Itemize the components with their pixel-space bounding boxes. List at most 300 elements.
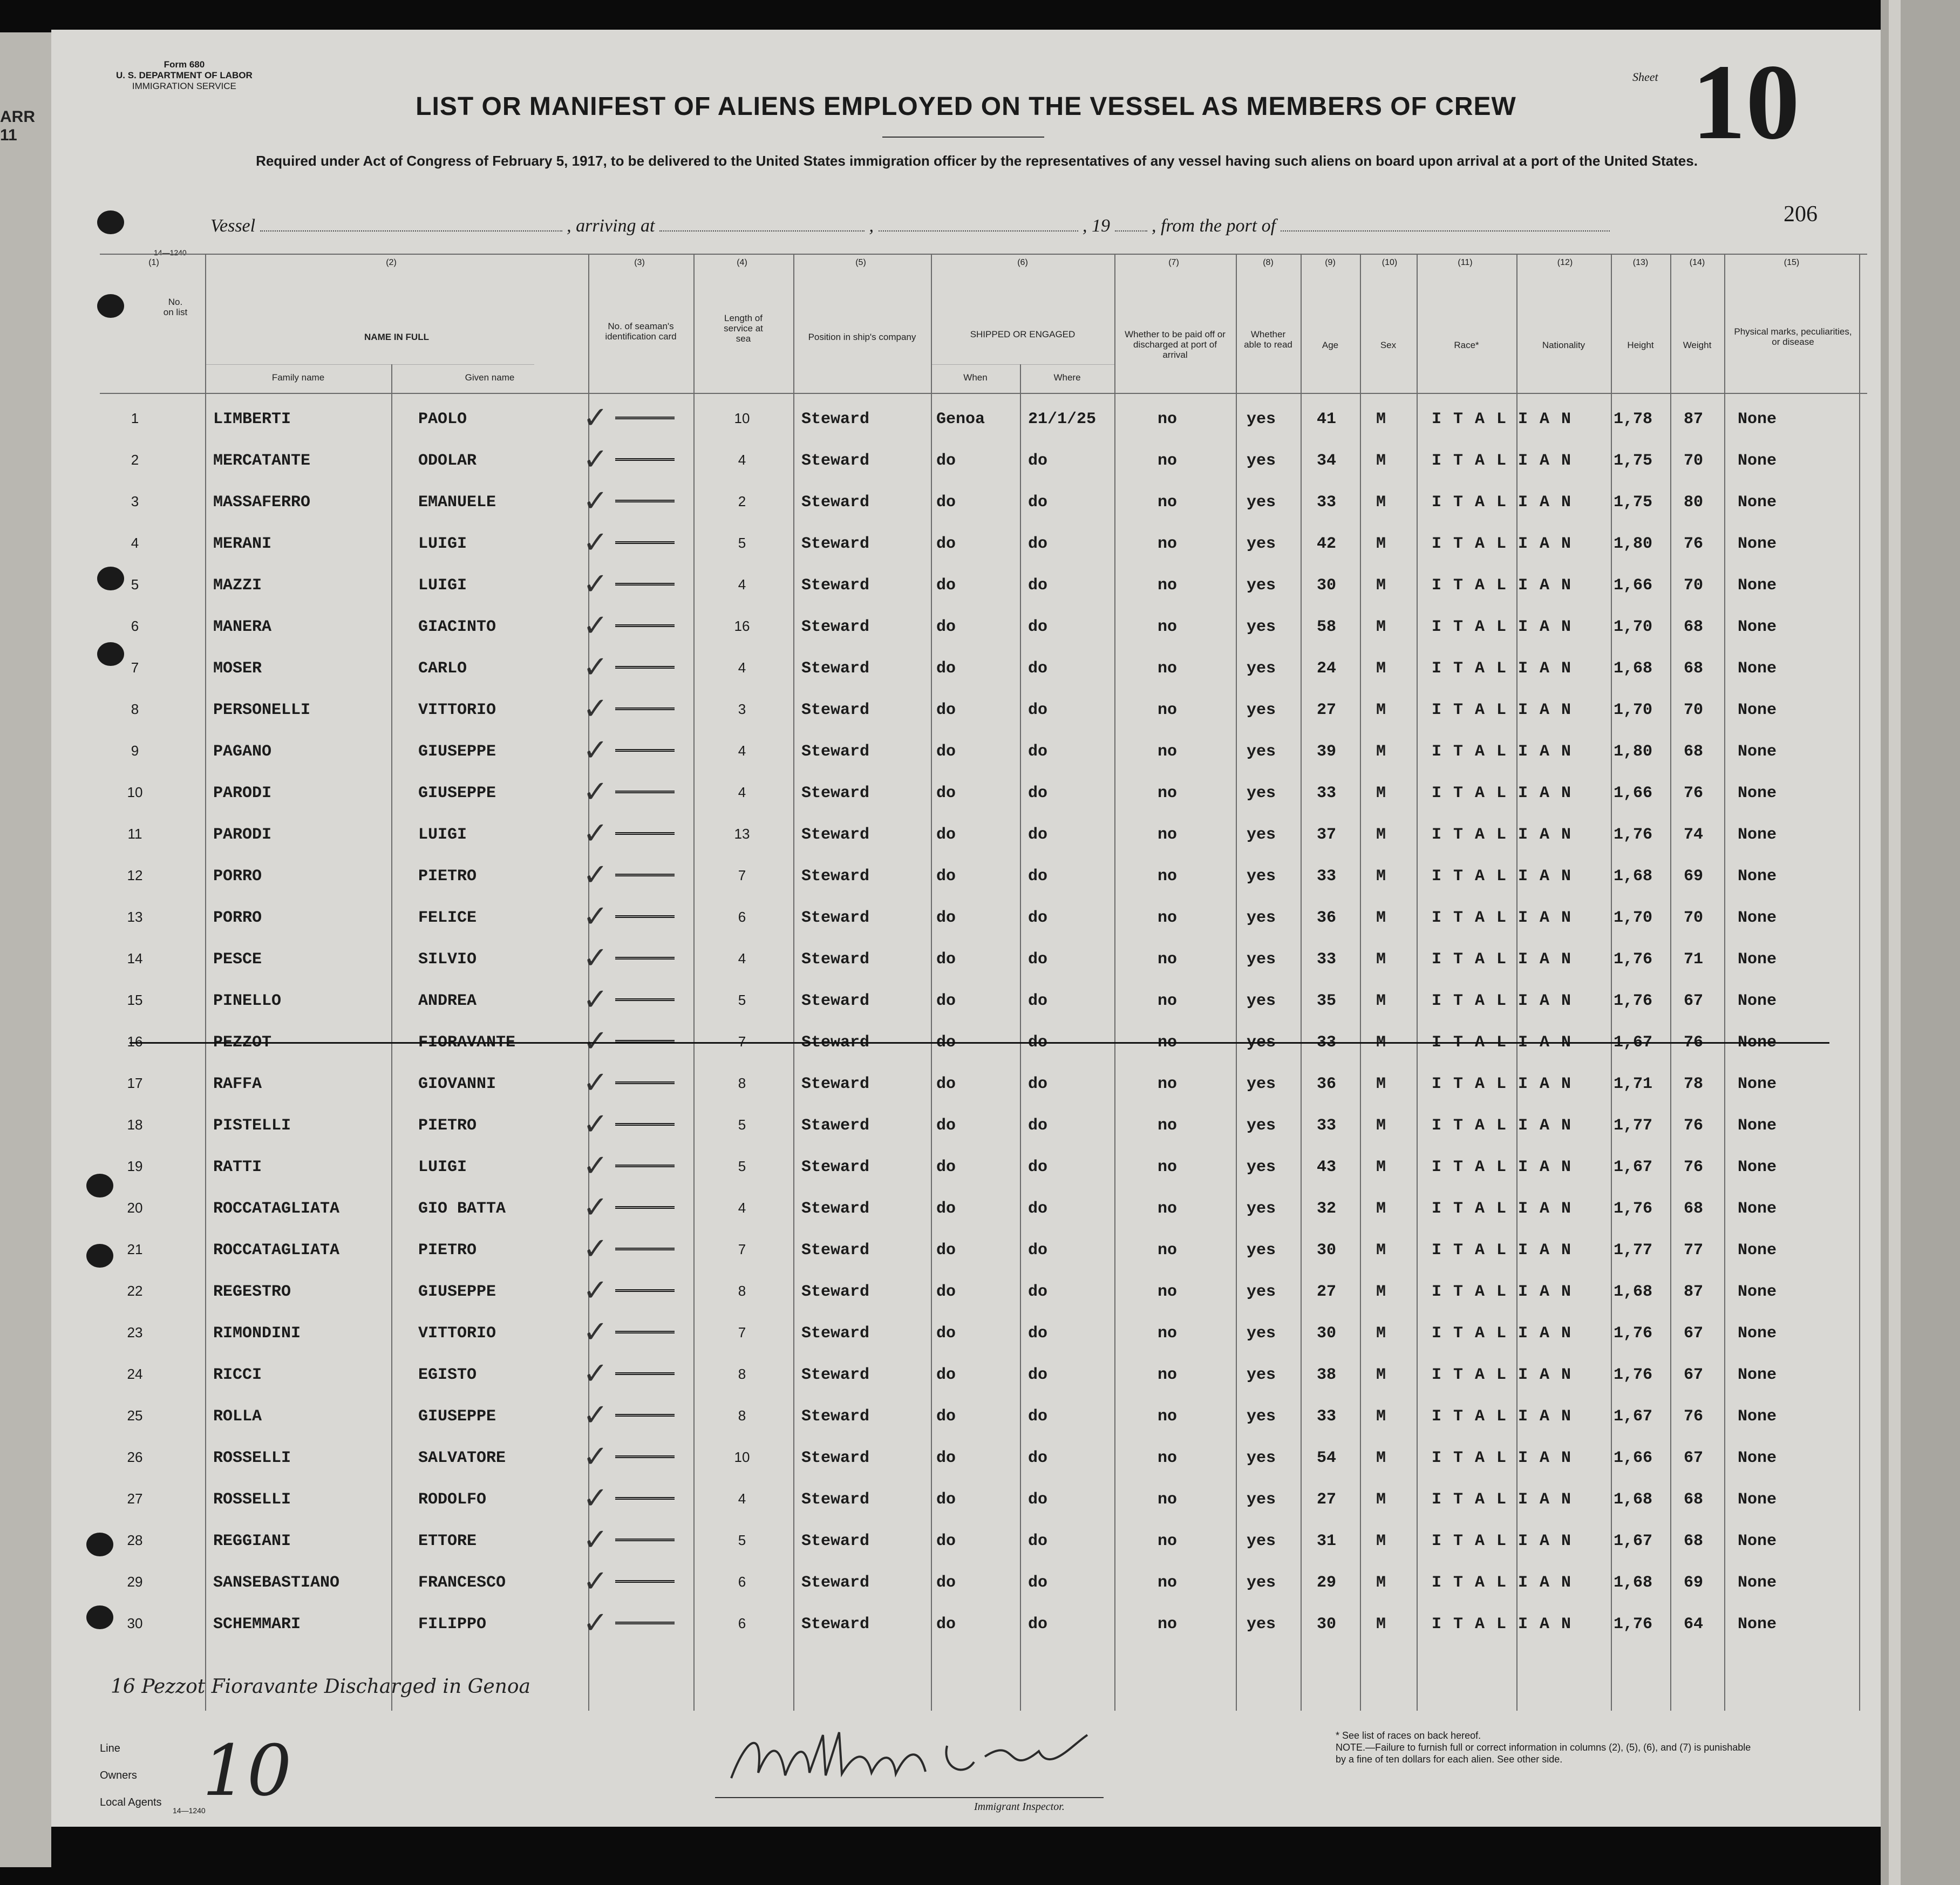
race-cell: ITALIAN [1432, 493, 1583, 512]
left-binding-strip [0, 32, 51, 1867]
age-cell: 41 [1317, 410, 1337, 428]
shipped-where-cell: do [1028, 992, 1048, 1010]
height-cell: 1,76 [1614, 1324, 1653, 1343]
family-name-cell: RATTI [213, 1158, 262, 1176]
weight-cell: 64 [1684, 1615, 1704, 1634]
position-cell: Steward [801, 1241, 870, 1260]
row-number-cell: 28 [127, 1532, 143, 1548]
id-card-mark [615, 832, 675, 835]
shipped-when-cell: do [936, 1366, 956, 1384]
header-id-card: No. of seaman's identification card [605, 321, 677, 342]
height-cell: 1,68 [1614, 1283, 1653, 1301]
sex-cell: M [1376, 1532, 1386, 1550]
family-name-cell: PINELLO [213, 992, 282, 1010]
given-name-cell: FIORAVANTE [418, 1033, 516, 1052]
family-name-cell: PARODI [213, 826, 272, 844]
position-cell: Steward [801, 1615, 870, 1634]
service-length-cell: 8 [738, 1075, 746, 1091]
shipped-when-cell: do [936, 576, 956, 595]
able-to-read-cell: yes [1247, 1574, 1276, 1592]
family-name-cell: PARODI [213, 784, 272, 802]
physical-marks-cell: None [1738, 452, 1777, 470]
physical-marks-cell: None [1738, 535, 1777, 553]
id-card-mark [615, 1123, 675, 1126]
shipped-when-cell: do [936, 826, 956, 844]
form-code-top: 14—1240 [154, 248, 187, 257]
service-length-cell: 6 [738, 1574, 746, 1590]
table-row [100, 1272, 1867, 1313]
sex-cell: M [1376, 1033, 1386, 1052]
shipped-where-cell: do [1028, 950, 1048, 969]
weight-cell: 77 [1684, 1241, 1704, 1260]
weight-cell: 71 [1684, 950, 1704, 969]
paid-off-cell: no [1158, 1532, 1178, 1550]
physical-marks-cell: None [1738, 826, 1777, 844]
position-cell: Steward [801, 1407, 870, 1426]
sex-cell: M [1376, 576, 1386, 595]
check-mark-icon: ✓ [583, 1398, 608, 1433]
race-cell: ITALIAN [1432, 784, 1583, 802]
check-mark-icon: ✓ [583, 982, 608, 1017]
able-to-read-cell: yes [1247, 1200, 1276, 1218]
weight-cell: 76 [1684, 1033, 1704, 1052]
weight-cell: 80 [1684, 493, 1704, 512]
position-cell: Steward [801, 1200, 870, 1218]
header-length-of-service: Length of service at sea [724, 313, 763, 344]
sex-cell: M [1376, 1324, 1386, 1343]
age-cell: 33 [1317, 1407, 1337, 1426]
check-mark-icon: ✓ [583, 1481, 608, 1516]
service-length-cell: 4 [738, 743, 746, 759]
age-cell: 31 [1317, 1532, 1337, 1550]
row-number-cell: 22 [127, 1283, 143, 1299]
check-mark-icon: ✓ [583, 1148, 608, 1183]
given-name-cell: EMANUELE [418, 493, 496, 512]
position-cell: Steward [801, 1324, 870, 1343]
table-row [100, 1397, 1867, 1438]
table-row [100, 566, 1867, 607]
family-name-cell: SANSEBASTIANO [213, 1574, 340, 1592]
race-cell: ITALIAN [1432, 992, 1583, 1010]
age-cell: 29 [1317, 1574, 1337, 1592]
given-name-cell: PAOLO [418, 410, 467, 428]
race-cell: ITALIAN [1432, 1407, 1583, 1426]
physical-marks-cell: None [1738, 743, 1777, 761]
shipped-when-cell: Genoa [936, 410, 985, 428]
strike-through-line [130, 1042, 1829, 1044]
able-to-read-cell: yes [1247, 1449, 1276, 1467]
race-cell: ITALIAN [1432, 659, 1583, 678]
table-top-rule [100, 254, 1867, 255]
table-row [100, 856, 1867, 897]
height-cell: 1,68 [1614, 1574, 1653, 1592]
shipped-when-cell: do [936, 618, 956, 636]
position-cell: Steward [801, 493, 870, 512]
height-cell: 1,68 [1614, 659, 1653, 678]
position-cell: Steward [801, 452, 870, 470]
position-cell: Steward [801, 1366, 870, 1384]
family-name-cell: MAZZI [213, 576, 262, 595]
form-info [116, 59, 253, 92]
paid-off-cell: no [1158, 1574, 1178, 1592]
id-card-mark [615, 458, 675, 461]
id-card-mark [615, 1165, 675, 1167]
family-name-cell: PORRO [213, 867, 262, 886]
race-cell: ITALIAN [1432, 1324, 1583, 1343]
age-cell: 33 [1317, 950, 1337, 969]
paid-off-cell: no [1158, 909, 1178, 927]
paid-off-cell: no [1158, 452, 1178, 470]
paid-off-cell: no [1158, 826, 1178, 844]
shipped-where-cell: do [1028, 535, 1048, 553]
check-mark-icon: ✓ [583, 1605, 608, 1641]
physical-marks-cell: None [1738, 1117, 1777, 1135]
family-name-cell: LIMBERTI [213, 410, 291, 428]
weight-cell: 69 [1684, 867, 1704, 886]
check-mark-icon: ✓ [583, 1439, 608, 1474]
column-number: (13) [1632, 258, 1649, 267]
service-length-cell: 8 [738, 1407, 746, 1424]
position-cell: Steward [801, 867, 870, 886]
column-number: (5) [855, 258, 866, 267]
age-cell: 32 [1317, 1200, 1337, 1218]
table-row [100, 1314, 1867, 1355]
weight-cell: 76 [1684, 784, 1704, 802]
service-length-cell: 5 [738, 535, 746, 551]
age-cell: 34 [1317, 452, 1337, 470]
given-name-cell: GIOVANNI [418, 1075, 496, 1093]
local-agents-label: Local Agents [100, 1796, 162, 1808]
table-row [100, 607, 1867, 648]
race-cell: ITALIAN [1432, 1532, 1583, 1550]
arrival-date-field [879, 216, 1078, 232]
sex-cell: M [1376, 1615, 1386, 1634]
height-cell: 1,67 [1614, 1532, 1653, 1550]
shipped-subheader-rule [931, 364, 1114, 365]
weight-cell: 76 [1684, 1407, 1704, 1426]
year-label: , 19 [1083, 216, 1110, 236]
table-row [100, 1355, 1867, 1396]
able-to-read-cell: yes [1247, 1033, 1276, 1052]
id-card-mark [615, 583, 675, 586]
paid-off-cell: no [1158, 1449, 1178, 1467]
service-length-cell: 5 [738, 1158, 746, 1174]
header-bottom-rule [100, 393, 1867, 394]
check-mark-icon: ✓ [583, 1065, 608, 1100]
id-card-mark [615, 1497, 675, 1500]
given-name-cell: LUIGI [418, 826, 467, 844]
family-name-cell: RICCI [213, 1366, 262, 1384]
sex-cell: M [1376, 493, 1386, 512]
paid-off-cell: no [1158, 950, 1178, 969]
id-card-mark [615, 749, 675, 752]
age-cell: 58 [1317, 618, 1337, 636]
race-cell: ITALIAN [1432, 576, 1583, 595]
header-name-in-full: NAME IN FULL [364, 332, 429, 342]
service-length-cell: 4 [738, 659, 746, 676]
table-row [100, 1563, 1867, 1604]
check-mark-icon: ✓ [583, 941, 608, 976]
id-card-mark [615, 998, 675, 1001]
physical-marks-cell: None [1738, 659, 1777, 678]
race-cell: ITALIAN [1432, 452, 1583, 470]
shipped-where-cell: do [1028, 659, 1048, 678]
physical-marks-cell: None [1738, 950, 1777, 969]
inspector-signature-line [715, 1797, 1104, 1798]
position-cell: Steward [801, 992, 870, 1010]
check-mark-icon: ✓ [583, 1522, 608, 1557]
id-card-mark [615, 1289, 675, 1292]
check-mark-icon: ✓ [583, 1231, 608, 1267]
physical-marks-cell: None [1738, 1407, 1777, 1426]
physical-marks-cell: None [1738, 1532, 1777, 1550]
check-mark-icon: ✓ [583, 733, 608, 768]
row-number-cell: 18 [127, 1117, 143, 1133]
header-shipped-or-engaged: SHIPPED OR ENGAGED [970, 329, 1076, 339]
race-cell: ITALIAN [1432, 1075, 1583, 1093]
physical-marks-cell: None [1738, 1033, 1777, 1052]
shipped-where-cell: do [1028, 909, 1048, 927]
weight-cell: 76 [1684, 535, 1704, 553]
check-mark-icon: ✓ [583, 525, 608, 560]
table-row [100, 1480, 1867, 1521]
shipped-where-cell: do [1028, 452, 1048, 470]
paid-off-cell: no [1158, 1491, 1178, 1509]
able-to-read-cell: yes [1247, 743, 1276, 761]
paid-off-cell: no [1158, 784, 1178, 802]
physical-marks-cell: None [1738, 1200, 1777, 1218]
age-cell: 35 [1317, 992, 1337, 1010]
header-age: Age [1322, 340, 1339, 350]
physical-marks-cell: None [1738, 1324, 1777, 1343]
race-cell: ITALIAN [1432, 618, 1583, 636]
column-number: (1) [148, 258, 159, 267]
row-number-cell: 6 [131, 618, 139, 634]
able-to-read-cell: yes [1247, 909, 1276, 927]
header-nationality: Nationality [1542, 340, 1585, 350]
given-name-cell: FILIPPO [418, 1615, 487, 1634]
shipped-when-cell: do [936, 1158, 956, 1176]
shipped-when-cell: do [936, 535, 956, 553]
given-name-cell: GIO BATTA [418, 1200, 506, 1218]
able-to-read-cell: yes [1247, 826, 1276, 844]
table-row [100, 1147, 1867, 1188]
sex-cell: M [1376, 701, 1386, 719]
height-cell: 1,80 [1614, 743, 1653, 761]
id-card-mark [615, 666, 675, 669]
able-to-read-cell: yes [1247, 659, 1276, 678]
age-cell: 33 [1317, 784, 1337, 802]
punch-hole [97, 210, 124, 234]
age-cell: 39 [1317, 743, 1337, 761]
row-number-cell: 24 [127, 1366, 143, 1382]
age-cell: 54 [1317, 1449, 1337, 1467]
family-name-cell: MERANI [213, 535, 272, 553]
table-row [100, 482, 1867, 523]
shipped-where-cell: do [1028, 618, 1048, 636]
row-number-cell: 14 [127, 950, 143, 967]
table-row [100, 773, 1867, 814]
column-number: (9) [1325, 258, 1336, 267]
arriving-label: , arriving at [567, 216, 655, 236]
physical-marks-cell: None [1738, 576, 1777, 595]
able-to-read-cell: yes [1247, 1283, 1276, 1301]
family-name-cell: RAFFA [213, 1075, 262, 1093]
paid-off-cell: no [1158, 1407, 1178, 1426]
physical-marks-cell: None [1738, 618, 1777, 636]
shipped-where-cell: do [1028, 1075, 1048, 1093]
age-cell: 33 [1317, 867, 1337, 886]
shipped-when-cell: do [936, 1117, 956, 1135]
family-name-cell: MOSER [213, 659, 262, 678]
shipped-where-cell: do [1028, 1574, 1048, 1592]
id-card-mark [615, 541, 675, 544]
table-row [100, 1604, 1867, 1645]
sex-cell: M [1376, 1158, 1386, 1176]
shipped-when-cell: do [936, 1407, 956, 1426]
weight-cell: 69 [1684, 1574, 1704, 1592]
row-number-cell: 21 [127, 1241, 143, 1257]
physical-marks-cell: None [1738, 1615, 1777, 1634]
shipped-where-cell: do [1028, 1491, 1048, 1509]
row-number-cell: 1 [131, 410, 139, 426]
check-mark-icon: ✓ [583, 1356, 608, 1391]
check-mark-icon: ✓ [583, 442, 608, 477]
given-name-cell: SILVIO [418, 950, 477, 969]
row-number-cell: 11 [127, 826, 142, 842]
row-number-cell: 19 [127, 1158, 143, 1174]
family-name-cell: PEZZOT [213, 1033, 272, 1052]
shipped-where-cell: do [1028, 1324, 1048, 1343]
header-no-on-list: No. on list [163, 297, 188, 317]
header-height: Height [1627, 340, 1654, 350]
given-name-cell: SALVATORE [418, 1449, 506, 1467]
row-number-cell: 25 [127, 1407, 143, 1424]
crew-table [100, 254, 1867, 1716]
given-name-cell: GIACINTO [418, 618, 496, 636]
from-port-label: , from the port of [1152, 216, 1276, 236]
shipped-where-cell: do [1028, 1283, 1048, 1301]
column-number: (15) [1784, 258, 1800, 267]
sex-cell: M [1376, 1075, 1386, 1093]
service-length-cell: 7 [738, 1324, 746, 1340]
race-cell: ITALIAN [1432, 826, 1583, 844]
departure-port-field [1281, 216, 1610, 232]
able-to-read-cell: yes [1247, 950, 1276, 969]
shipped-where-cell: do [1028, 826, 1048, 844]
physical-marks-cell: None [1738, 701, 1777, 719]
position-cell: Steward [801, 1574, 870, 1592]
physical-marks-cell: None [1738, 1574, 1777, 1592]
physical-marks-cell: None [1738, 410, 1777, 428]
id-card-mark [615, 1580, 675, 1583]
check-mark-icon: ✓ [583, 1315, 608, 1350]
shipped-where-cell: do [1028, 743, 1048, 761]
name-subheader-rule [205, 364, 534, 365]
sex-cell: M [1376, 826, 1386, 844]
sex-cell: M [1376, 1366, 1386, 1384]
shipped-when-cell: do [936, 743, 956, 761]
vessel-label: Vessel [210, 216, 256, 236]
sex-cell: M [1376, 1283, 1386, 1301]
physical-marks-cell: None [1738, 1283, 1777, 1301]
shipped-when-cell: do [936, 1075, 956, 1093]
weight-cell: 68 [1684, 743, 1704, 761]
check-mark-icon: ✓ [583, 816, 608, 851]
shipped-when-cell: do [936, 909, 956, 927]
column-number: (4) [737, 258, 747, 267]
height-cell: 1,68 [1614, 867, 1653, 886]
paid-off-cell: no [1158, 535, 1178, 553]
weight-cell: 68 [1684, 659, 1704, 678]
shipped-where-cell: do [1028, 1241, 1048, 1260]
physical-marks-cell: None [1738, 909, 1777, 927]
age-cell: 30 [1317, 1615, 1337, 1634]
shipped-where-cell: do [1028, 1532, 1048, 1550]
paid-off-cell: no [1158, 867, 1178, 886]
table-row [100, 1106, 1867, 1147]
row-number-cell: 15 [127, 992, 143, 1008]
weight-cell: 67 [1684, 1366, 1704, 1384]
check-mark-icon: ✓ [583, 484, 608, 519]
table-row [100, 524, 1867, 565]
sex-cell: M [1376, 1241, 1386, 1260]
weight-cell: 70 [1684, 576, 1704, 595]
table-row [100, 1189, 1867, 1230]
height-cell: 1,76 [1614, 1366, 1653, 1384]
paid-off-cell: no [1158, 659, 1178, 678]
paid-off-cell: no [1158, 1283, 1178, 1301]
shipped-when-cell: do [936, 1574, 956, 1592]
service-length-cell: 4 [738, 1491, 746, 1507]
height-cell: 1,67 [1614, 1158, 1653, 1176]
family-name-cell: ROCCATAGLIATA [213, 1241, 340, 1260]
able-to-read-cell: yes [1247, 1075, 1276, 1093]
shipped-when-cell: do [936, 950, 956, 969]
service-length-cell: 10 [734, 1449, 750, 1465]
id-card-mark [615, 1206, 675, 1209]
weight-cell: 68 [1684, 1491, 1704, 1509]
shipped-where-cell: do [1028, 493, 1048, 512]
position-cell: Steward [801, 1283, 870, 1301]
position-cell: Stawerd [801, 1117, 870, 1135]
weight-cell: 70 [1684, 909, 1704, 927]
manifest-sheet [51, 30, 1881, 1827]
service-length-cell: 8 [738, 1366, 746, 1382]
able-to-read-cell: yes [1247, 1158, 1276, 1176]
height-cell: 1,76 [1614, 1200, 1653, 1218]
given-name-cell: GIUSEPPE [418, 743, 496, 761]
given-name-cell: GIUSEPPE [418, 784, 496, 802]
shipped-when-cell: do [936, 1241, 956, 1260]
paid-off-cell: no [1158, 701, 1178, 719]
check-mark-icon: ✓ [583, 1564, 608, 1599]
age-cell: 24 [1317, 659, 1337, 678]
weight-cell: 78 [1684, 1075, 1704, 1093]
vessel-line: Vessel , arriving at , , 19 , from the port of [210, 216, 1610, 236]
age-cell: 43 [1317, 1158, 1337, 1176]
race-cell: ITALIAN [1432, 909, 1583, 927]
column-number: (2) [386, 258, 397, 267]
sex-cell: M [1376, 743, 1386, 761]
position-cell: Steward [801, 826, 870, 844]
row-number-cell: 17 [127, 1075, 143, 1091]
position-cell: Steward [801, 1532, 870, 1550]
sex-cell: M [1376, 410, 1386, 428]
service-length-cell: 6 [738, 909, 746, 925]
shipped-where-cell: do [1028, 1366, 1048, 1384]
able-to-read-cell: yes [1247, 1241, 1276, 1260]
